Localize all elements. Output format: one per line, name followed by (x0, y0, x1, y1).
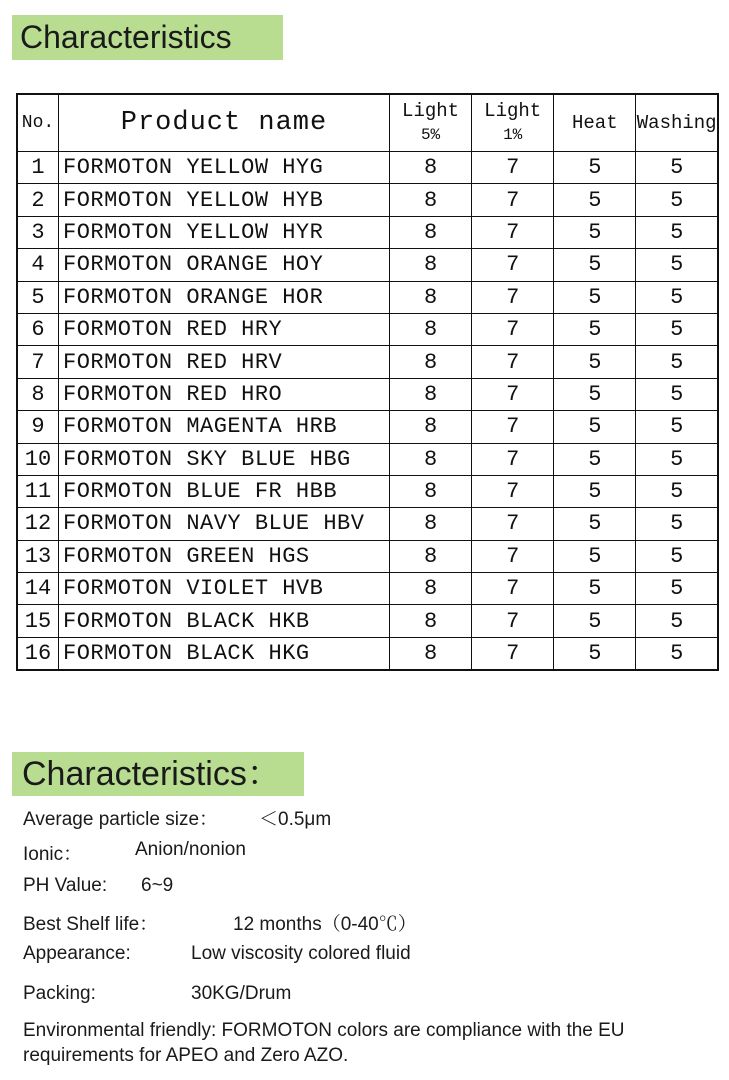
cell-light-1: 7 (472, 637, 554, 670)
table-row (17, 346, 718, 378)
cell-product-name: FORMOTON NAVY BLUE HBV (59, 508, 390, 540)
cell-light-5: 8 (390, 475, 472, 507)
cell-product-name: FORMOTON RED HRY (59, 313, 390, 345)
cell-product-name: FORMOTON RED HRV (59, 346, 390, 378)
cell-light-1: 7 (472, 443, 554, 475)
cell-light-1: 7 (472, 152, 554, 184)
header-washing: Washing (636, 94, 718, 152)
property-value: Anion/nonion (135, 839, 246, 860)
cell-heat: 5 (554, 508, 636, 540)
cell-no: 14 (17, 573, 59, 605)
cell-washing: 5 (636, 605, 718, 637)
cell-heat: 5 (554, 216, 636, 248)
cell-washing: 5 (636, 184, 718, 216)
property-value: ＜0.5μm (259, 809, 332, 830)
cell-no: 9 (17, 411, 59, 443)
header-heat: Heat (554, 94, 636, 152)
property-label: PH Value: (23, 875, 108, 896)
table-row (17, 281, 718, 313)
table-row (17, 573, 718, 605)
cell-light-5: 8 (390, 216, 472, 248)
header-light-1 (472, 94, 554, 152)
cell-product-name: FORMOTON ORANGE HOY (59, 249, 390, 281)
property-label: Appearance: (23, 943, 131, 964)
cell-heat: 5 (554, 475, 636, 507)
header-product-name: Product name (59, 94, 390, 152)
cell-no: 11 (17, 475, 59, 507)
cell-product-name: FORMOTON SKY BLUE HBG (59, 443, 390, 475)
cell-light-5: 8 (390, 152, 472, 184)
cell-no: 1 (17, 152, 59, 184)
cell-heat: 5 (554, 411, 636, 443)
cell-washing: 5 (636, 346, 718, 378)
cell-washing: 5 (636, 508, 718, 540)
cell-heat: 5 (554, 443, 636, 475)
cell-light-5: 8 (390, 378, 472, 410)
cell-washing: 5 (636, 313, 718, 345)
cell-no: 8 (17, 378, 59, 410)
cell-heat: 5 (554, 573, 636, 605)
table-row (17, 475, 718, 507)
cell-light-5: 8 (390, 281, 472, 313)
cell-light-1: 7 (472, 508, 554, 540)
cell-no: 5 (17, 281, 59, 313)
cell-no: 2 (17, 184, 59, 216)
property-value: Low viscosity colored fluid (191, 943, 411, 964)
cell-product-name: FORMOTON MAGENTA HRB (59, 411, 390, 443)
cell-light-1: 7 (472, 573, 554, 605)
cell-light-5: 8 (390, 411, 472, 443)
cell-light-1: 7 (472, 346, 554, 378)
property-label: Average particle size： (23, 809, 219, 830)
cell-light-1: 7 (472, 540, 554, 572)
cell-light-5: 8 (390, 573, 472, 605)
cell-product-name: FORMOTON BLACK HKG (59, 637, 390, 670)
section-title-characteristics: Characteristics (12, 15, 283, 60)
property-label: Ionic： (23, 844, 83, 865)
property-average-particle-size (23, 804, 332, 831)
cell-light-1: 7 (472, 216, 554, 248)
cell-product-name: FORMOTON YELLOW HYB (59, 184, 390, 216)
cell-no: 12 (17, 508, 59, 540)
cell-washing: 5 (636, 281, 718, 313)
cell-heat: 5 (554, 540, 636, 572)
property-value: 30KG/Drum (191, 983, 292, 1004)
cell-light-1: 7 (472, 184, 554, 216)
cell-heat: 5 (554, 184, 636, 216)
table-row (17, 249, 718, 281)
cell-washing: 5 (636, 443, 718, 475)
header-light-1-label: Light (484, 100, 542, 122)
cell-no: 10 (17, 443, 59, 475)
cell-heat: 5 (554, 637, 636, 670)
table-row (17, 216, 718, 248)
cell-no: 15 (17, 605, 59, 637)
cell-product-name: FORMOTON VIOLET HVB (59, 573, 390, 605)
cell-heat: 5 (554, 313, 636, 345)
table-row (17, 540, 718, 572)
table-body (17, 152, 718, 671)
environmental-statement: Environmental friendly: FORMOTON colors are compliance with the EU requirements for APEO and Zero AZO. (23, 1020, 625, 1066)
cell-heat: 5 (554, 378, 636, 410)
table-row (17, 637, 718, 670)
cell-washing: 5 (636, 152, 718, 184)
cell-light-5: 8 (390, 313, 472, 345)
cell-no: 7 (17, 346, 59, 378)
cell-light-1: 7 (472, 249, 554, 281)
section-title-characteristics-2: Characteristics： (12, 752, 304, 796)
table-row (17, 508, 718, 540)
property-appearance (23, 943, 411, 965)
table-row (17, 443, 718, 475)
property-ionic (23, 839, 246, 866)
cell-washing: 5 (636, 216, 718, 248)
table-row (17, 411, 718, 443)
property-ph-value (23, 875, 174, 897)
cell-no: 4 (17, 249, 59, 281)
cell-washing: 5 (636, 573, 718, 605)
cell-light-1: 7 (472, 605, 554, 637)
cell-washing: 5 (636, 411, 718, 443)
cell-washing: 5 (636, 475, 718, 507)
cell-washing: 5 (636, 249, 718, 281)
cell-washing: 5 (636, 378, 718, 410)
cell-heat: 5 (554, 249, 636, 281)
cell-light-5: 8 (390, 249, 472, 281)
cell-no: 16 (17, 637, 59, 670)
cell-light-5: 8 (390, 605, 472, 637)
product-characteristics-table (16, 93, 719, 671)
cell-light-5: 8 (390, 346, 472, 378)
table-row (17, 313, 718, 345)
cell-light-1: 7 (472, 378, 554, 410)
cell-light-1: 7 (472, 281, 554, 313)
header-light-5-sub: 5% (420, 126, 441, 144)
cell-product-name: FORMOTON ORANGE HOR (59, 281, 390, 313)
property-best-shelf-life (23, 909, 417, 936)
cell-heat: 5 (554, 605, 636, 637)
cell-light-5: 8 (390, 540, 472, 572)
header-light-5-label: Light (402, 100, 460, 122)
cell-heat: 5 (554, 281, 636, 313)
cell-light-5: 8 (390, 637, 472, 670)
table-header-row (17, 94, 718, 152)
cell-washing: 5 (636, 637, 718, 670)
cell-light-5: 8 (390, 184, 472, 216)
cell-no: 3 (17, 216, 59, 248)
cell-product-name: FORMOTON BLUE FR HBB (59, 475, 390, 507)
cell-light-1: 7 (472, 475, 554, 507)
table-row (17, 184, 718, 216)
cell-product-name: FORMOTON YELLOW HYR (59, 216, 390, 248)
cell-product-name: FORMOTON BLACK HKB (59, 605, 390, 637)
cell-light-5: 8 (390, 443, 472, 475)
property-label: Packing: (23, 983, 96, 1004)
cell-heat: 5 (554, 346, 636, 378)
cell-product-name: FORMOTON YELLOW HYG (59, 152, 390, 184)
header-light-1-sub: 1% (503, 126, 523, 144)
table-row (17, 605, 718, 637)
property-label: Best Shelf life： (23, 914, 159, 935)
cell-heat: 5 (554, 152, 636, 184)
cell-product-name: FORMOTON GREEN HGS (59, 540, 390, 572)
header-no: No. (17, 94, 59, 152)
property-value: 12 months（0-40℃） (233, 914, 417, 935)
header-light-5 (390, 94, 472, 152)
cell-product-name: FORMOTON RED HRO (59, 378, 390, 410)
cell-light-1: 7 (472, 313, 554, 345)
table-row (17, 378, 718, 410)
table-row (17, 152, 718, 184)
cell-no: 13 (17, 540, 59, 572)
cell-washing: 5 (636, 540, 718, 572)
cell-no: 6 (17, 313, 59, 345)
property-value: 6~9 (141, 875, 174, 896)
cell-light-5: 8 (390, 508, 472, 540)
cell-light-1: 7 (472, 411, 554, 443)
property-packing (23, 983, 292, 1005)
